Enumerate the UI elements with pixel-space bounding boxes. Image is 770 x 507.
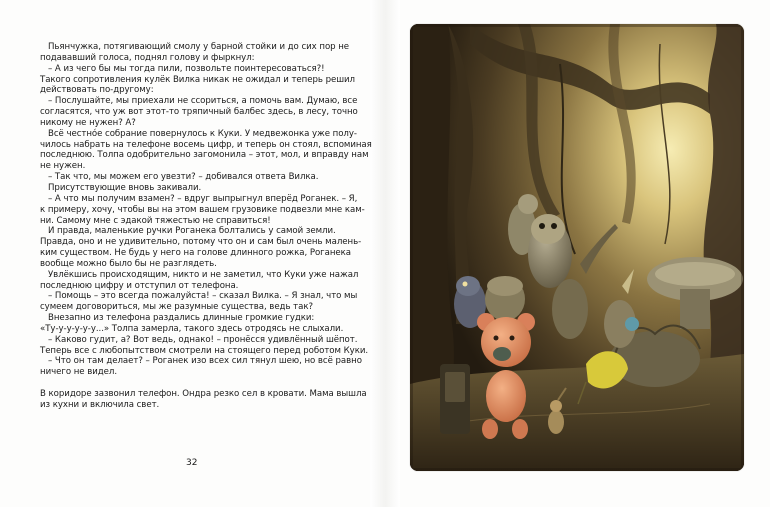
text-line: «Ту-у-у-у-у-у...» Толпа замерла, такого здесь отродясь не слыхали. — [40, 323, 344, 334]
text-line: – А что мы получим взамен? – вдруг выпрыгнул вперёд Роганек. – Я, — [48, 193, 358, 204]
creature-eye — [539, 223, 545, 229]
text-line: ким существом. Не будь у него на голове длинного рожка, Роганека — [40, 248, 352, 259]
text-line: В коридоре зазвонил телефон. Ондра резко сел в кровати. Мама вышла — [40, 389, 367, 399]
mushroom-cap-top — [655, 262, 735, 286]
text-line: – Помощь – это всегда пожалуйста! – сказал Вилка. – Я знал, что мы — [48, 291, 358, 302]
text-line: – Так что, мы можем его увезти? – добивался ответа Вилка. — [48, 172, 319, 183]
text-line: Увлёкшись происходящим, никто и не заметил, что Куки уже нажал — [48, 269, 359, 280]
roganek-head — [550, 400, 562, 412]
text-line: Пьянчужка, потягивающий смолу у барной стойки и до сих пор не — [48, 42, 350, 52]
text-line: Всё честнóе собрание повернулось к Куки. У медвежонка уже полу- — [48, 128, 357, 139]
mushroom-stem — [680, 289, 710, 329]
text-line: – Что он там делает? – Роганек изо всех сил тянул шею, но всё равно — [48, 356, 362, 367]
text-line: из кухни и включила свет. — [40, 399, 160, 410]
text-line: последнюю. Толпа одобрительно загомонила – этот, мол, и вправду нам — [40, 150, 369, 161]
text-line: – Послушайте, мы приехали не ссориться, а помочь вам. Думаю, все — [48, 96, 358, 107]
creature-eye — [551, 223, 557, 229]
forest-illustration — [410, 24, 744, 471]
text-line: Правда, оно и не удивительно, потому что он и сам был очень малень- — [40, 237, 362, 248]
text-line: – А из чего бы мы тогда пили, позвольте поинтересоваться?! — [48, 63, 325, 74]
text-line: Такого сопротивления кулёк Вилка никак не ожидал и теперь решил — [40, 74, 356, 85]
page-number: 32 — [186, 458, 198, 468]
text-line: сумеем договориться, мы же разумные существа, ведь так? — [40, 302, 313, 313]
text-line: Присутствующие вновь закивали. — [48, 182, 202, 193]
creature-eye — [463, 282, 468, 287]
body-text — [40, 42, 372, 411]
text-line: ни. Самому мне с эдакой тяжестью не справиться! — [40, 215, 271, 226]
creature-grey-head — [531, 214, 565, 244]
robot-phone-panel — [445, 372, 465, 402]
text-line: никому не нужен? А? — [40, 117, 136, 128]
text-line: вообще можно было бы не разглядеть. — [40, 258, 217, 269]
text-line: не нужен. — [40, 161, 86, 172]
roganek — [548, 410, 564, 434]
creature-tall-head — [518, 194, 538, 214]
text-line: Теперь все с любопытством смотрели на стоящего перед роботом Куки. — [40, 345, 369, 356]
creature-frog-head — [487, 276, 523, 296]
paragraph-gap — [40, 378, 360, 389]
text-line: И правда, маленькие ручки Роганека болтались у самой земли. — [48, 226, 336, 237]
text-line: действовать по-другому: — [40, 85, 154, 96]
creature-blue-head — [456, 276, 480, 296]
goblin-cup — [625, 317, 639, 331]
text-line: – Каково гудит, а? Вот ведь, однако! – пронёсся удивлённый шёпот. — [48, 334, 358, 345]
text-line: ничего не видел. — [40, 367, 118, 378]
text-line: согласятся, что уж вот этот-то тряпичный балбес здесь, в лесу, точно — [40, 107, 358, 118]
creature-tree — [552, 279, 588, 339]
text-line: чилось набрать на телефоне восемь цифр, и теперь он стоял, вспоминая — [40, 139, 372, 150]
text-line: Внезапно из телефона раздались длинные громкие гудки: — [48, 313, 315, 324]
text-line: к примеру, хочу, чтобы вы на этом вашем грузовике подвезли мне кам- — [40, 204, 365, 215]
text-line: последнюю цифру и отступил от телефона. — [40, 280, 239, 291]
text-line: подававший голоса, поднял голову и фыркнул: — [40, 52, 255, 63]
